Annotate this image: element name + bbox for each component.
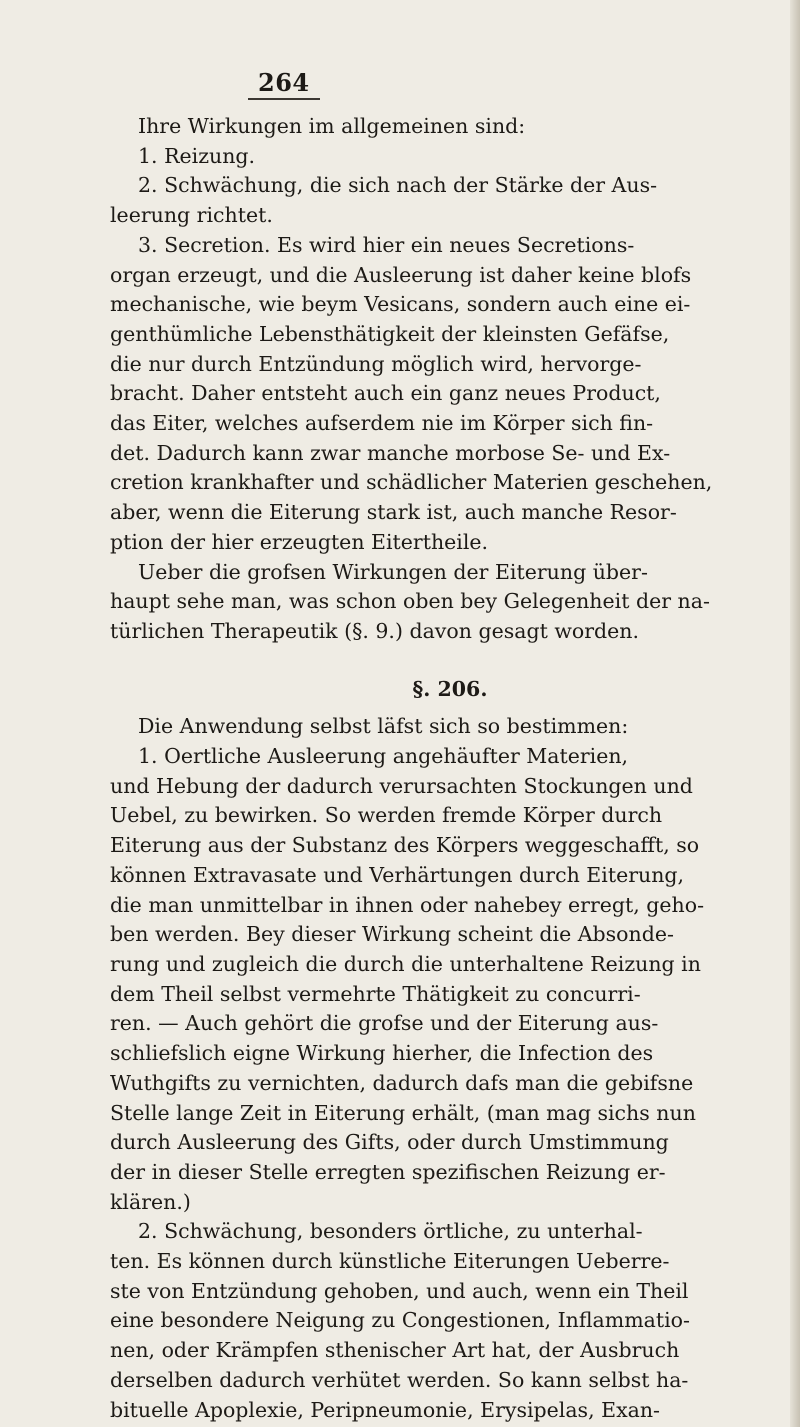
text-line: klären.) [110,1189,191,1214]
text-line: Uebel, zu bewirken. So werden fremde Körper durch [110,803,663,828]
text-line: 3. Secretion. Es wird hier ein neues Secretions- [138,232,635,257]
text-line: leerung richtet. [110,203,273,228]
text-line: ben werden. Bey dieser Wirkung scheint die Absonde- [110,922,674,947]
text-line: ren. — Auch gehört die grofse und der Eiterung aus- [110,1011,659,1036]
text-line: bituelle Apoplexie, Peripneumonie, Erysipelas, Exan- [110,1397,660,1422]
text-line: ste von Entzündung gehoben, und auch, wenn ein Theil [110,1278,689,1303]
text-line: 2. Schwächung, besonders örtliche, zu unterhal- [138,1219,643,1244]
text-line: Wuthgifts zu vernichten, dadurch dafs man die gebifsne [110,1070,694,1095]
text-line: Stelle lange Zeit in Eiterung erhält, (man mag sichs nun [110,1100,696,1125]
section-heading: §. 206. [412,676,488,701]
body-text [110,112,770,1425]
text-line: 1. Reizung. [138,143,256,168]
text-line: 1. Oertliche Ausleerung angehäufter Materien, [138,744,629,769]
text-line: dem Theil selbst vermehrte Thätigkeit zu concurri- [110,981,641,1006]
text-line: eine besondere Neigung zu Congestionen, Inflammatio- [110,1308,690,1333]
text-line: cretion krankhafter und schädlicher Materien geschehen, [110,470,713,495]
text-line: das Eiter, welches aufserdem nie im Körper sich fin- [110,411,654,436]
text-line: ten. Es können durch künstliche Eiterungen Ueberre- [110,1249,670,1274]
text-line: rung und zugleich die durch die unterhaltene Reizung in [110,951,701,976]
text-line: aber, wenn die Eiterung stark ist, auch manche Resor- [110,500,677,525]
text-line: Die Anwendung selbst läfst sich so bestimmen: [138,714,629,739]
page-number-rule [248,98,320,100]
page-number: 264 [258,68,310,97]
text-line: Ihre Wirkungen im allgemeinen sind: [138,114,526,138]
text-line: schliefslich eigne Wirkung hierher, die Infection des [110,1041,654,1066]
text-line: der in dieser Stelle erregten spezifischen Reizung er- [110,1159,666,1184]
text-line: nen, oder Krämpfen sthenischer Art hat, der Ausbruch [110,1338,680,1363]
text-line: organ erzeugt, und die Ausleerung ist daher keine blofs [110,262,692,287]
text-line: die man unmittelbar in ihnen oder nahebey erregt, geho- [110,892,705,917]
spacer [110,647,770,665]
text-line: die nur durch Entzündung möglich wird, hervorge- [110,351,642,376]
text-line: und Hebung der dadurch verursachten Stockungen und [110,773,693,798]
text-line: bracht. Daher entsteht auch ein ganz neues Product, [110,381,661,406]
text-line: Eiterung aus der Substanz des Körpers weggeschafft, so [110,833,700,858]
text-line: ption der hier erzeugten Eitertheile. [110,529,489,554]
text-line: genthümliche Lebensthätigkeit der kleinsten Gefäfse, [110,321,670,346]
text-line: det. Dadurch kann zwar manche morbose Se- und Ex- [110,440,671,465]
text-line: Ueber die grofsen Wirkungen der Eiterung über- [138,559,648,584]
page-edge-shadow [790,0,800,1427]
text-line: derselben dadurch verhütet werden. So kann selbst ha- [110,1367,689,1392]
text-line: 2. Schwächung, die sich nach der Stärke der Aus- [138,173,658,198]
text-line: können Extravasate und Verhärtungen durch Eiterung, [110,862,685,887]
text-line: durch Ausleerung des Gifts, oder durch Umstimmung [110,1130,669,1155]
text-line: türlichen Therapeutik (§. 9.) davon gesagt worden. [110,618,639,643]
text-line: mechanische, wie beym Vesicans, sondern auch eine ei- [110,292,691,317]
text-line: haupt sehe man, was schon oben bey Gelegenheit der na- [110,589,710,614]
